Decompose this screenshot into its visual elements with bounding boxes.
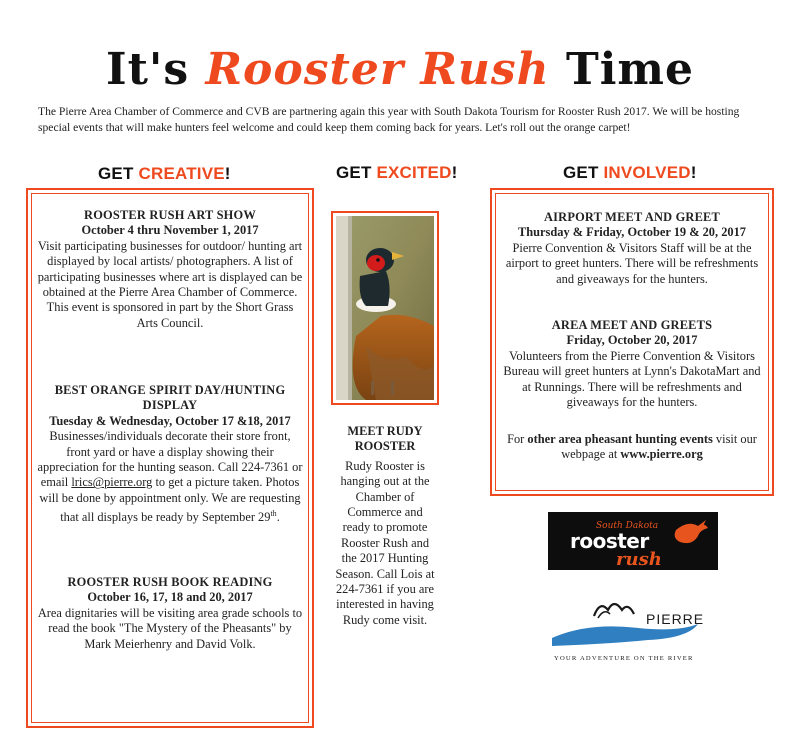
- meet-rudy-text: Rudy Rooster is hanging out at the Chamber of Commerce and ready to promote Rooster Rush and the 2017 Hunting Season. Call Lois at 224-7361 if you are interested in having Rudy come visit.: [335, 458, 435, 627]
- logo-top-text: South Dakota: [596, 521, 659, 531]
- title-part-1: It's: [106, 44, 206, 95]
- website-link[interactable]: www.pierre.org: [620, 447, 703, 462]
- event-area-meet-greets: [498, 318, 766, 410]
- rooster-rush-logo-image: [548, 512, 718, 570]
- event-dates: Thursday & Friday, October 19 & 20, 2017: [518, 225, 746, 240]
- page-title: [0, 42, 800, 98]
- heading-bang: !: [451, 163, 458, 182]
- more-events-note: [498, 432, 766, 463]
- event-text: [36, 429, 304, 526]
- superscript-th: th: [270, 509, 277, 519]
- title-part-2: Rooster Rush: [205, 44, 550, 95]
- logo-line2: rush: [616, 549, 662, 570]
- event-text: Pierre Convention & Visitors Staff will be at the airport to greet hunters. There will be refreshments and giveaways for the hunters.: [505, 240, 759, 286]
- meet-rudy-heading: MEET RUDY ROOSTER: [347, 424, 423, 454]
- title-part-3: Time: [549, 44, 694, 95]
- note-text: For: [507, 432, 528, 446]
- heading-highlight-word: EXCITED: [376, 163, 452, 182]
- event-text-part: to get a picture taken. Photos will be done by appointment only. We are requesting that all displays be ready by September 29: [39, 475, 301, 525]
- heading-get-text: GET: [563, 163, 604, 182]
- event-book-reading: [36, 575, 304, 652]
- logo-line1: rooster: [570, 529, 649, 553]
- event-dates: October 4 thru November 1, 2017: [81, 223, 259, 238]
- note-bold-text: other area pheasant hunting events: [527, 432, 713, 446]
- pheasant-logo-icon: [675, 524, 708, 543]
- river-icon: [552, 624, 698, 646]
- heading-highlight-word: INVOLVED: [603, 163, 691, 182]
- event-text: Visit participating businesses for outdoor/ hunting art displayed by local artists/ photographers. A list of participating businesses where art is displayed can be obtained at the Pierre Area Chamber of Commerce. This event is sponsored in part by the Short Grass Arts Council.: [37, 238, 303, 330]
- pierre-logo: [548, 594, 718, 666]
- heading-get-text: GET: [336, 163, 377, 182]
- event-dates: Tuesday & Wednesday, October 17 &18, 2017: [49, 413, 291, 428]
- event-text-part: .: [276, 510, 280, 525]
- meet-rudy-section: [333, 424, 437, 628]
- heading-get-text: GET: [98, 164, 139, 183]
- rudy-rooster-photo: [331, 211, 439, 405]
- event-text: Area dignitaries will be visiting area grade schools to read the book "The Mystery of the Pheasants" by Mark Meierhenry and David Volk.: [37, 605, 303, 651]
- pierre-name: PIERRE: [646, 611, 705, 627]
- event-art-show: [36, 208, 304, 331]
- rooster-photo-image: [336, 216, 434, 400]
- rooster-rush-logo: [548, 512, 718, 570]
- pierre-logo-image: [548, 594, 718, 666]
- event-heading: AREA MEET AND GREETS: [551, 318, 713, 332]
- pierre-tagline: YOUR ADVENTURE ON THE RIVER: [554, 655, 694, 662]
- event-orange-spirit-day: [36, 383, 304, 526]
- event-text-part: Businesses/individuals decorate their store front, front yard or have a display showing their appreciation for the hunting season. Call 224-7361 or email: [37, 429, 303, 490]
- intro-paragraph: The Pierre Area Chamber of Commerce and CVB are partnering again this year with South Dakota Tourism for Rooster Rush 2017. We will be hosting special events that will make hunters feel welcome and could keep them coming back for years. Let's roll out the orange carpet!: [38, 105, 740, 134]
- heading-get-excited: [336, 163, 457, 183]
- email-link[interactable]: lrics@pierre.org: [71, 475, 153, 490]
- heading-get-creative: [98, 164, 231, 184]
- heading-get-involved: [563, 163, 697, 183]
- event-heading: BEST ORANGE SPIRIT DAY/HUNTING DISPLAY: [54, 383, 286, 413]
- event-text: Volunteers from the Pierre Convention & Visitors Bureau will greet hunters at Lynn's DakotaMart and at Runnings. There will be refreshments and giveaways for the hunters.: [503, 348, 761, 410]
- event-heading: ROOSTER RUSH ART SHOW: [84, 208, 256, 222]
- event-heading: AIRPORT MEET AND GREET: [544, 210, 720, 224]
- heading-bang: !: [224, 164, 231, 183]
- heading-bang: !: [690, 163, 697, 182]
- heading-highlight-word: CREATIVE: [138, 164, 225, 183]
- event-airport-meet-greet: [498, 210, 766, 287]
- event-heading: ROOSTER RUSH BOOK READING: [67, 575, 273, 589]
- event-dates: October 16, 17, 18 and 20, 2017: [87, 590, 253, 605]
- event-dates: Friday, October 20, 2017: [566, 333, 698, 348]
- note-text: visit our webpage at: [561, 432, 757, 462]
